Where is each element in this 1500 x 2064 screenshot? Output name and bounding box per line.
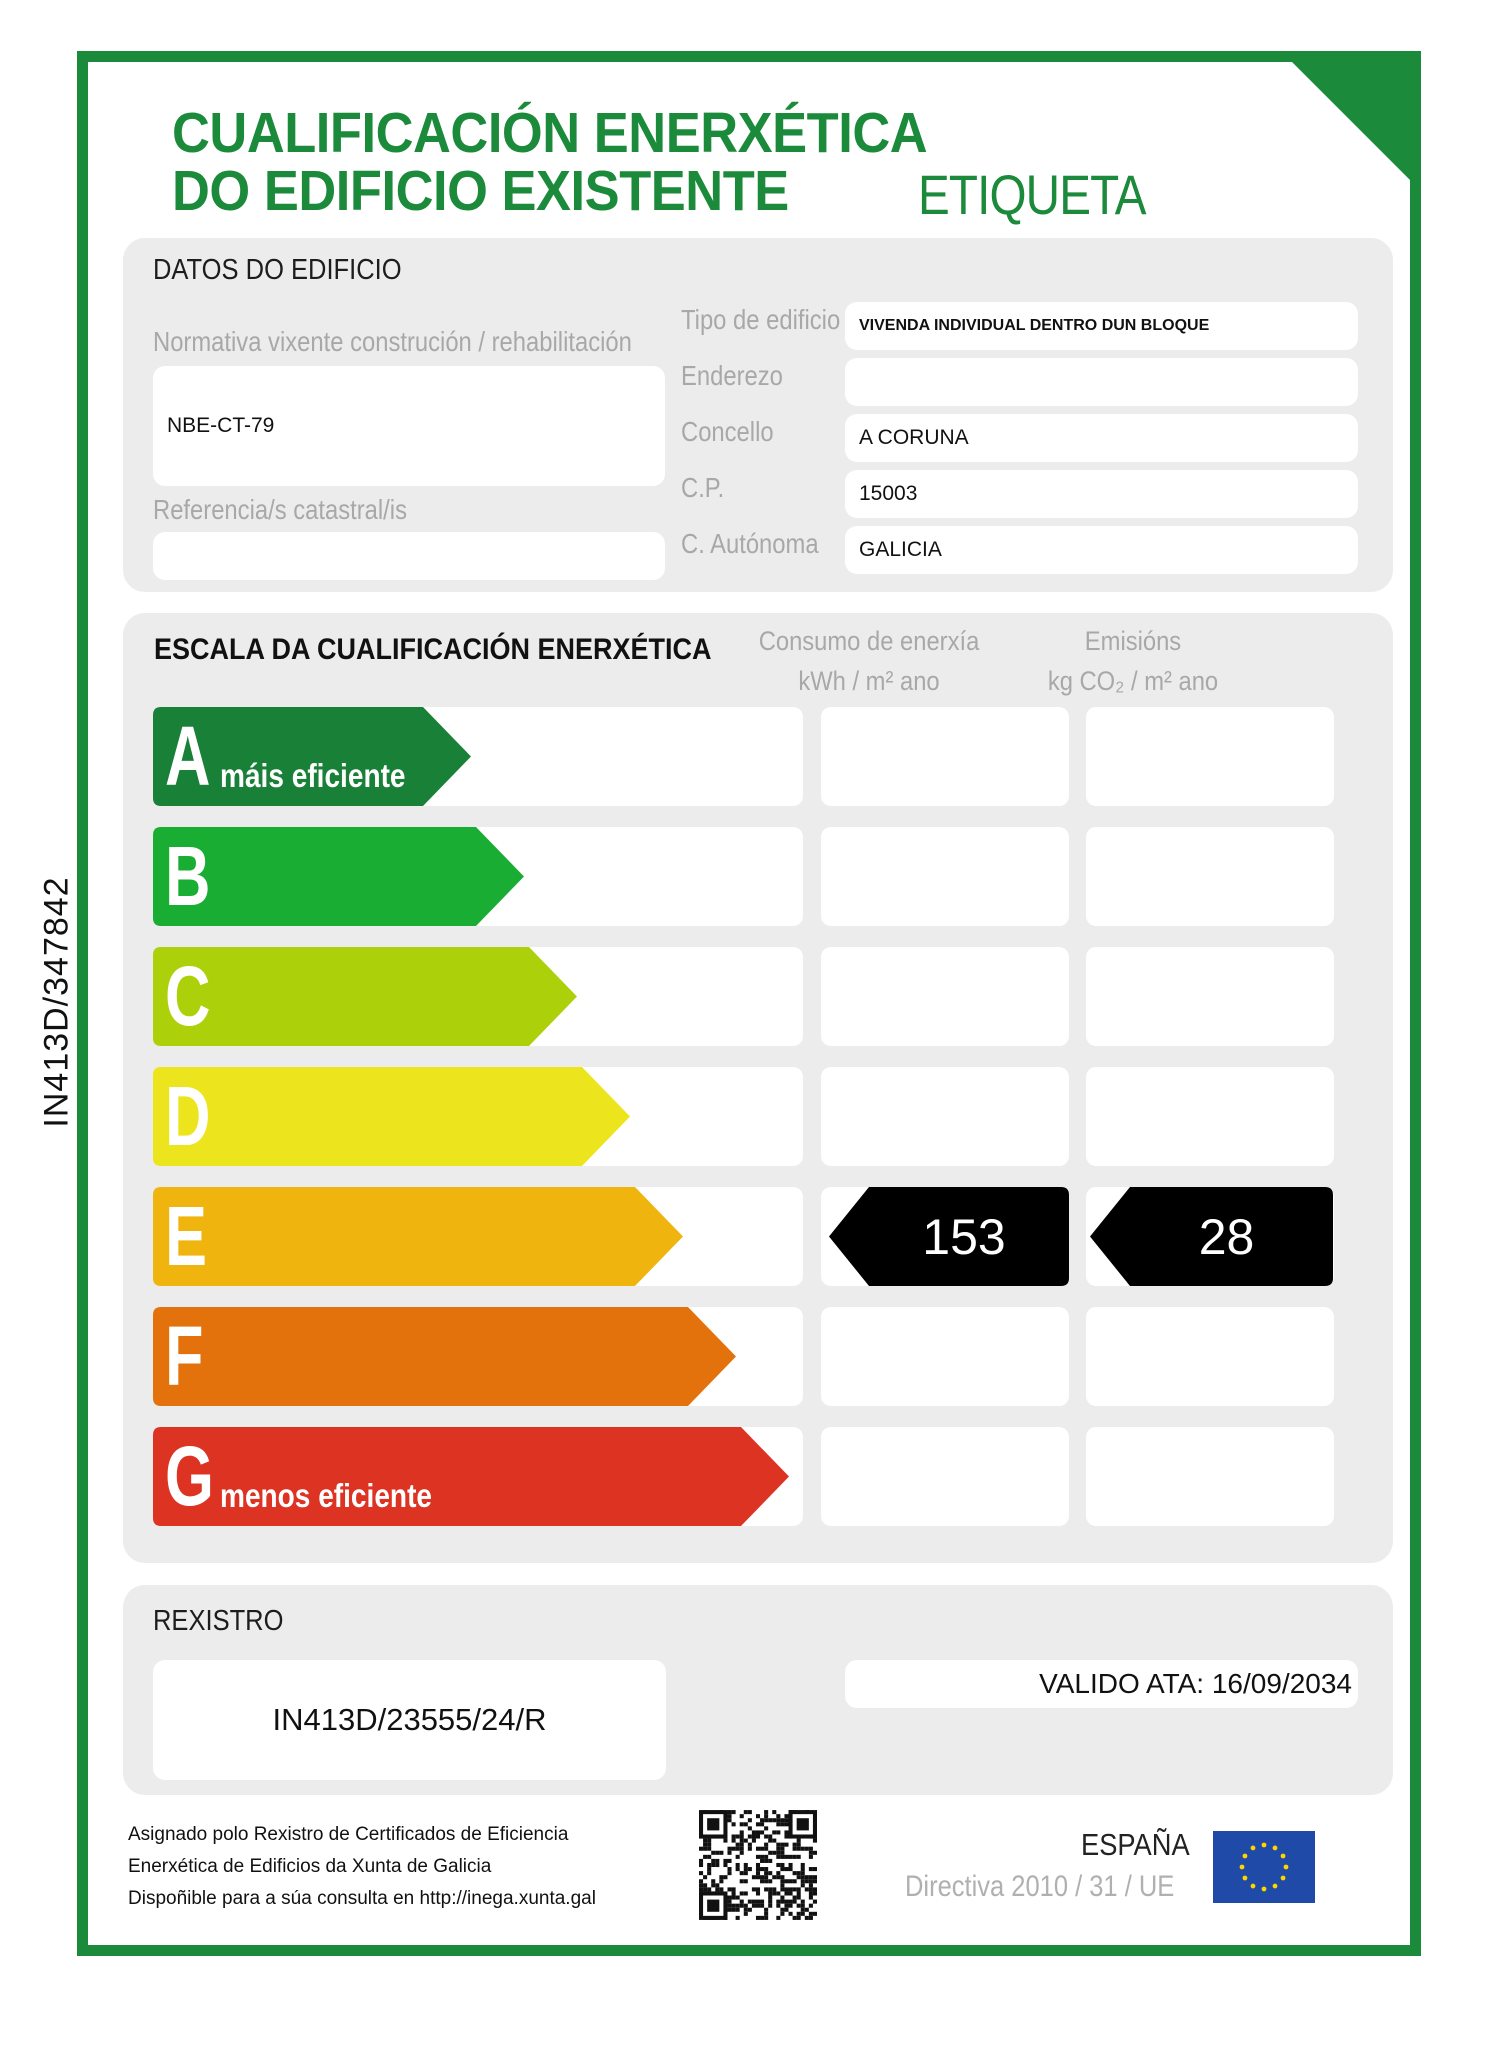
label-title [172,101,928,223]
consumption-header-line-2: kWh / m² ano [798,666,940,696]
municipality-field: A CORUNA [845,414,1358,462]
class-letter: B [165,829,211,923]
consumption-cell [821,707,1069,806]
emissions-cell [1086,827,1334,926]
address-field [845,358,1358,406]
consumption-cell [821,1307,1069,1406]
class-subtitle: menos eficiente [220,1477,433,1514]
energy-class-bar-d [153,1067,630,1166]
value-tag-text: 28 [1198,1208,1255,1265]
consumption-cell [821,827,1069,926]
energy-class-bar-b [153,827,524,926]
etiqueta-label: ETIQUETA [918,163,1146,226]
corner-fold-icon [1291,61,1411,181]
consumption-header-line-1: Consumo de enerxía [758,626,980,656]
consumption-cell [821,1067,1069,1166]
postal-code-field: 15003 [845,470,1358,518]
emissions-cell [1086,1427,1334,1526]
consumption-cell [821,947,1069,1046]
energy-class-bar-c [153,947,577,1046]
value-tag-text: 153 [922,1208,1006,1265]
norm-label: Normativa vixente construción / rehabilitación [153,326,632,357]
emissions-header-line-1: Emisións [1084,626,1182,656]
eu-flag-icon [1213,1831,1315,1903]
consumption-cell [821,1427,1069,1526]
emissions-cell [1086,1067,1334,1166]
registry-section-title: REXISTRO [153,1605,284,1637]
consumption-header [755,621,984,701]
footer-text [128,1819,596,1915]
class-arrow-shape [153,947,577,1046]
registry-number: IN413D/23555/24/R [153,1660,666,1780]
registry-panel [123,1585,1393,1795]
building-data-panel [123,238,1393,592]
energy-class-bar-e [153,1187,683,1286]
cadastral-label: Referencia/s catastral/is [153,494,407,525]
norm-field: NBE-CT-79 [153,366,665,486]
class-arrow-shape [153,1067,630,1166]
region-field: GALICIA [845,526,1358,574]
emissions-value-tag [1090,1187,1333,1286]
side-registry-code: IN413D/347842 [37,876,76,1128]
class-letter: G [165,1429,215,1523]
title-line-2: DO EDIFICIO EXISTENTE [172,159,789,223]
class-arrow-shape [153,1307,736,1406]
footer-line-3: Dispoñible para a súa consulta en http://inega.xunta.gal [128,1888,596,1909]
emissions-cell [1086,707,1334,806]
postal-code-label: C.P. [681,472,725,503]
class-letter: F [165,1309,204,1403]
emissions-header-line-2: kg CO₂ / m² ano [1047,666,1219,696]
address-label: Enderezo [681,360,783,391]
energy-class-bar-g [153,1427,789,1526]
class-letter: E [165,1189,208,1283]
municipality-label: Concello [681,416,774,447]
emissions-cell [1086,947,1334,1046]
country-label: ESPAÑA [1081,1827,1190,1862]
footer-line-2: Enerxética de Edificios da Xunta de Galicia [128,1856,492,1877]
cadastral-field [153,532,665,580]
class-letter: D [165,1069,211,1163]
class-letter: A [165,709,211,803]
energy-scale-panel [123,613,1393,1563]
class-subtitle: máis eficiente [220,757,406,794]
footer-line-1: Asignado polo Rexistro de Certificados de Eficiencia [128,1824,569,1845]
energy-class-bar-f [153,1307,736,1406]
consumption-value-tag [829,1187,1069,1286]
title-line-1: CUALIFICACIÓN ENERXÉTICA [172,101,928,165]
emissions-cell [1086,1307,1334,1406]
energy-label-frame [77,51,1421,1956]
class-letter: C [165,949,211,1043]
class-arrow-shape [153,1187,683,1286]
region-label: C. Autónoma [681,528,819,559]
qr-code-icon[interactable] [699,1810,817,1920]
building-type-label: Tipo de edificio [681,304,841,335]
building-section-title: DATOS DO EDIFICIO [153,254,402,286]
directive-label: Directiva 2010 / 31 / UE [905,1870,1175,1903]
energy-class-bar-a [153,707,471,806]
valid-until: VALIDO ATA: 16/09/2034 [845,1660,1358,1708]
building-type-field: VIVENDA INDIVIDUAL DENTRO DUN BLOQUE [845,302,1358,350]
emissions-header [1019,621,1248,701]
scale-title: ESCALA DA CUALIFICACIÓN ENERXÉTICA [154,633,712,666]
